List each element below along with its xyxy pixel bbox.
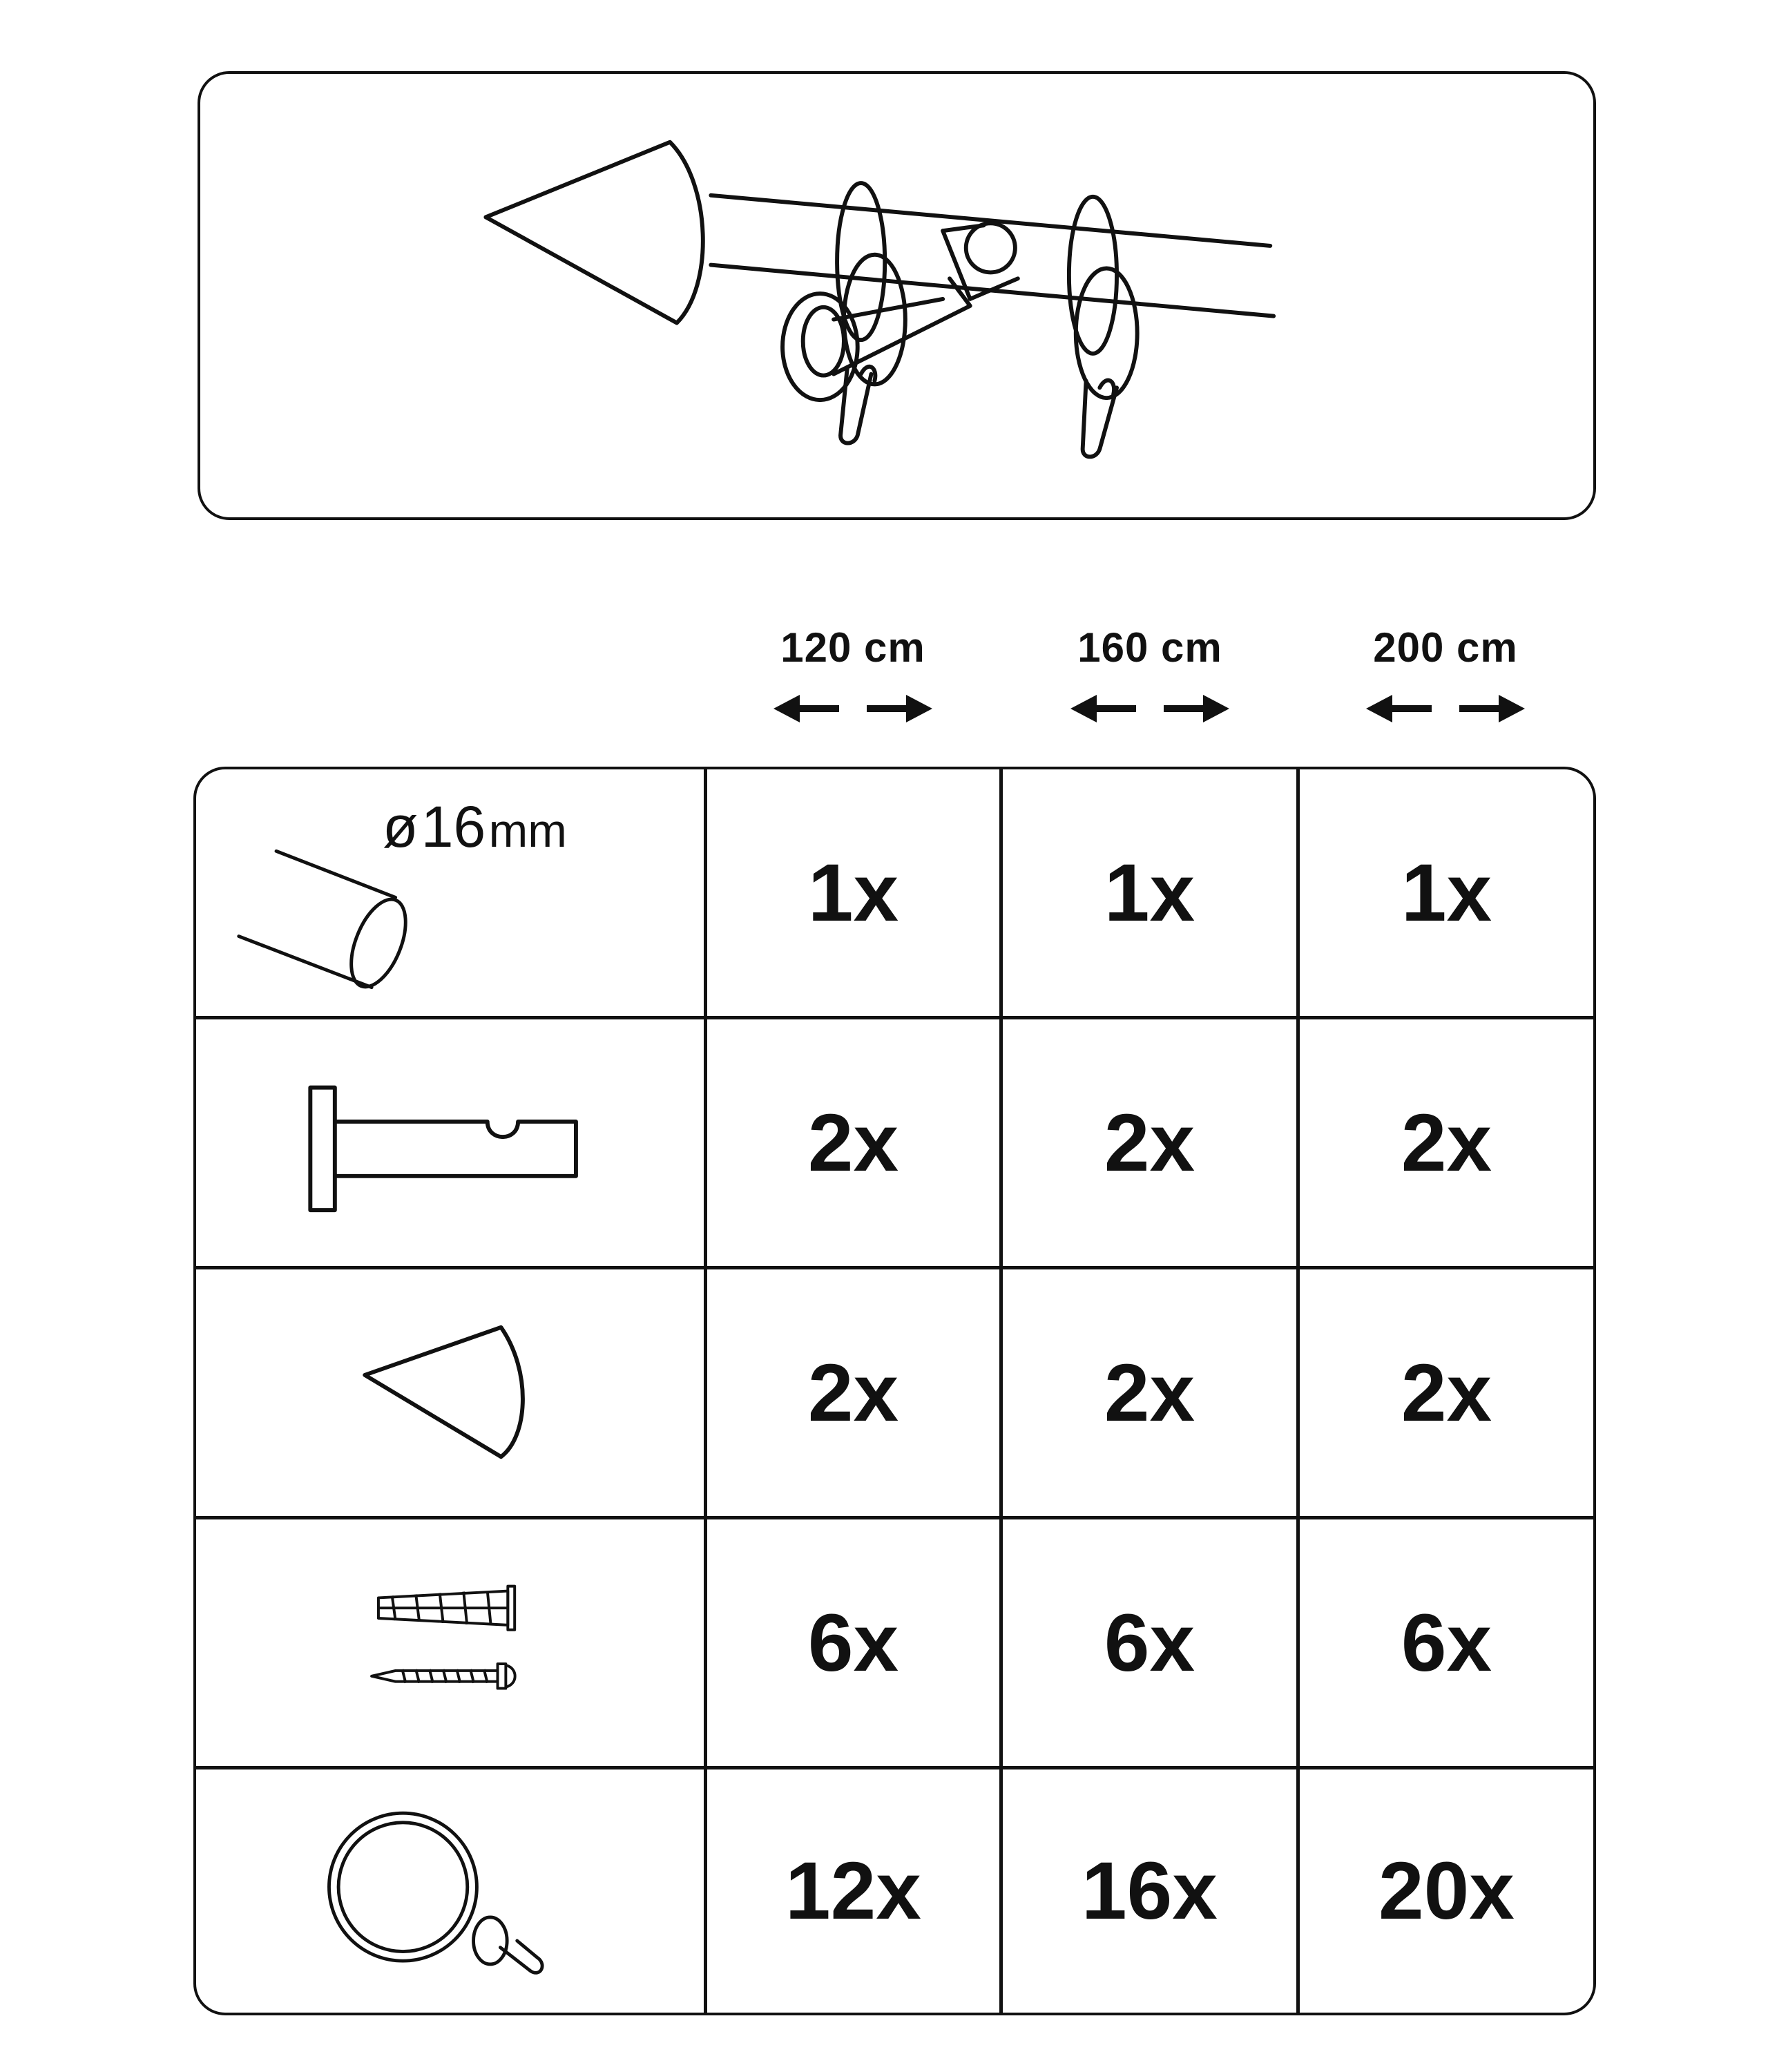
qty-cell xyxy=(1300,1769,1593,2013)
curtain-rod-assembly-icon xyxy=(200,74,1593,517)
qty-cell xyxy=(1003,769,1300,1019)
quantity: 1x xyxy=(1401,847,1492,939)
part-cell-rod xyxy=(196,769,707,1019)
double-arrow-icon xyxy=(774,688,932,729)
quantity: 16x xyxy=(1082,1845,1218,1937)
quantity: 2x xyxy=(1401,1347,1492,1439)
size-label: 200 cm xyxy=(1373,624,1518,671)
rod-diameter-label xyxy=(383,794,567,861)
quantity: 6x xyxy=(807,1597,899,1689)
quantity: 6x xyxy=(1104,1597,1195,1689)
double-arrow-icon xyxy=(1366,688,1525,729)
quantity: 2x xyxy=(807,1097,899,1189)
assembly-illustration-panel xyxy=(198,71,1596,520)
size-header-160 xyxy=(1001,624,1298,738)
qty-cell xyxy=(1003,1019,1300,1269)
quantity: 2x xyxy=(807,1347,899,1439)
diameter-value: 16 xyxy=(421,794,486,859)
quantity: 2x xyxy=(1401,1097,1492,1189)
part-cell-ring xyxy=(196,1769,707,2013)
parts-table xyxy=(193,767,1596,2015)
quantity: 12x xyxy=(785,1845,921,1937)
size-label: 160 cm xyxy=(1077,624,1222,671)
qty-cell xyxy=(1300,1269,1593,1519)
ring-with-hook-icon xyxy=(196,1769,704,2013)
qty-cell xyxy=(707,1769,1003,2013)
size-header-120 xyxy=(704,624,1001,738)
qty-cell xyxy=(707,1019,1003,1269)
qty-cell xyxy=(1003,1519,1300,1769)
qty-cell xyxy=(1300,769,1593,1019)
size-label: 120 cm xyxy=(780,624,925,671)
qty-cell xyxy=(707,1269,1003,1519)
quantity: 6x xyxy=(1401,1597,1492,1689)
qty-cell xyxy=(1003,1269,1300,1519)
part-cell-finial xyxy=(196,1269,707,1519)
qty-cell xyxy=(707,769,1003,1019)
quantity: 20x xyxy=(1378,1845,1515,1937)
cone-finial-icon xyxy=(196,1269,704,1516)
wall-bracket-icon xyxy=(196,1019,704,1266)
qty-cell xyxy=(1300,1019,1593,1269)
part-cell-bracket xyxy=(196,1019,707,1269)
size-header-200 xyxy=(1297,624,1594,738)
quantity: 1x xyxy=(807,847,899,939)
qty-cell xyxy=(707,1519,1003,1769)
qty-cell xyxy=(1300,1519,1593,1769)
quantity: 2x xyxy=(1104,1097,1195,1189)
double-arrow-icon xyxy=(1070,688,1229,729)
quantity: 2x xyxy=(1104,1347,1195,1439)
dowel-and-screw-icon xyxy=(196,1519,704,1766)
diameter-symbol: ø xyxy=(383,794,419,859)
quantity: 1x xyxy=(1104,847,1195,939)
diameter-unit: mm xyxy=(488,805,567,857)
part-cell-fixings xyxy=(196,1519,707,1769)
qty-cell xyxy=(1003,1769,1300,2013)
